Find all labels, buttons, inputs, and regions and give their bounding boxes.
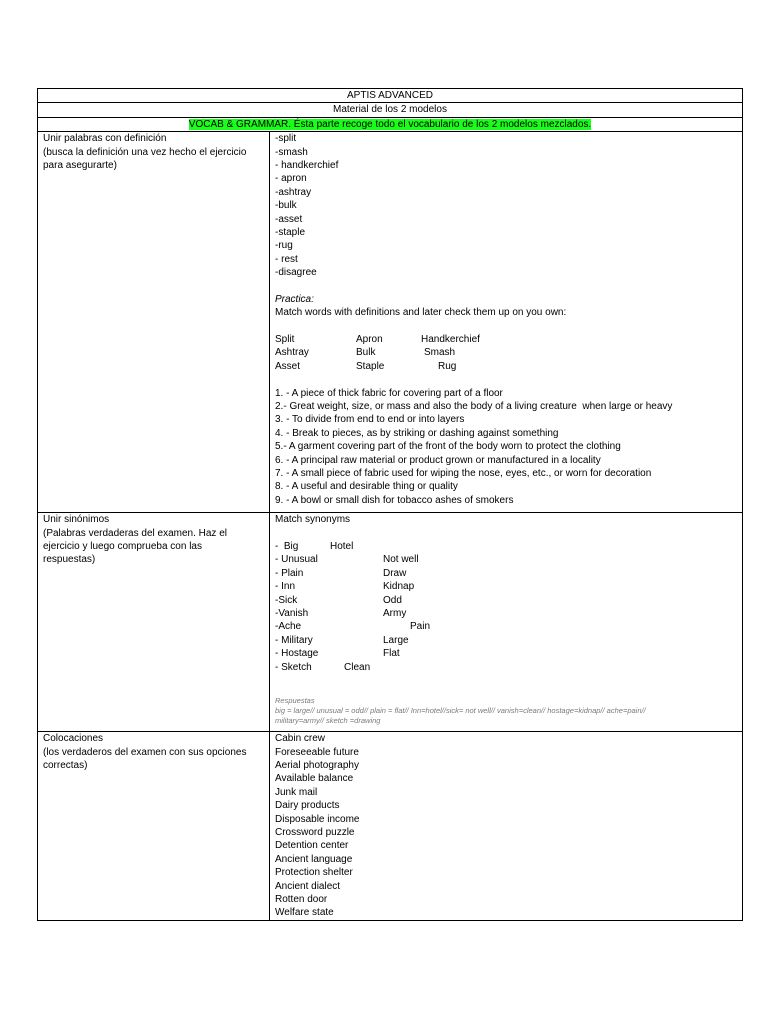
synonym-left: - Inn — [275, 581, 296, 593]
synonym-right: Army — [383, 607, 407, 619]
grid-word: Apron — [356, 334, 383, 346]
collocation-item: Crossword puzzle — [275, 826, 355, 838]
instruction-line: ejercicio y luego comprueba con las — [43, 541, 202, 552]
synonym-left: -Ache — [275, 621, 302, 633]
grid-word: Ashtray — [275, 347, 309, 359]
synonym-list — [275, 540, 742, 674]
synonym-right: Draw — [383, 567, 407, 579]
synonym-row — [275, 540, 742, 553]
grid-word: Staple — [356, 360, 385, 372]
instruction-line: Unir palabras con definición — [43, 133, 167, 145]
collocation-item: Foreseeable future — [275, 746, 359, 758]
collocation-item: Welfare state — [275, 907, 334, 919]
synonym-left: - Big — [275, 541, 299, 552]
content-cell — [270, 732, 743, 920]
word-item: -split — [275, 133, 297, 145]
synonym-row — [275, 567, 742, 580]
collocation-item: Protection shelter — [275, 867, 353, 879]
grid-row — [275, 346, 742, 359]
definition-item: 5.- A garment covering part of the front of the body worn to protect the clothing — [275, 441, 621, 453]
doc-title: APTIS ADVANCED — [38, 89, 743, 103]
word-item: -asset — [275, 213, 303, 225]
instruction-line: correctas) — [43, 760, 88, 771]
synonym-right: Large — [383, 634, 409, 646]
instruction-cell — [38, 132, 270, 513]
content-cell — [270, 132, 743, 513]
instruction-cell — [38, 732, 270, 920]
collocation-item: Rotten door — [275, 893, 328, 905]
synonym-right: Kidnap — [383, 581, 415, 593]
word-item: - handkerchief — [275, 160, 339, 171]
word-item: - rest — [275, 253, 298, 265]
definition-list — [275, 387, 742, 508]
definition-item: 4. - Break to pieces, as by striking or dashing against something — [275, 427, 559, 439]
synonym-left: -Sick — [275, 594, 298, 606]
answers-text: big = large// unusual = odd// plain = flat// Inn=hotel//sick= not well// vanish=clean// hostage=kidnap// ache=pain// — [275, 705, 646, 715]
definition-item: 9. - A bowl or small dish for tobacco ashes of smokers — [275, 494, 514, 506]
word-item: - apron — [275, 173, 307, 185]
grid-word: Rug — [438, 360, 457, 372]
definition-item: 1. - A piece of thick fabric for covering part of a floor — [275, 387, 503, 399]
document-table — [37, 88, 743, 921]
synonym-row — [275, 661, 742, 674]
instruction-line: Colocaciones — [43, 733, 104, 745]
section-banner: VOCAB & GRAMMAR. Ésta parte recoge todo el vocabulario de los 2 modelos mezclados. — [188, 118, 592, 130]
word-grid — [275, 333, 742, 373]
word-list — [275, 132, 742, 279]
collocation-item: Available balance — [275, 773, 354, 785]
synonym-row — [275, 580, 742, 593]
collocation-item: Disposable income — [275, 813, 360, 825]
synonym-right: Hotel — [330, 541, 354, 552]
title-row — [38, 89, 743, 103]
synonym-row — [275, 553, 742, 566]
collocation-list — [275, 732, 742, 919]
definition-item: 8. - A useful and desirable thing or quality — [275, 481, 458, 493]
synonym-row — [275, 634, 742, 647]
synonym-row — [275, 620, 742, 633]
collocation-item: Cabin crew — [275, 733, 326, 745]
grid-word: Smash — [424, 347, 456, 359]
section-synonyms — [38, 513, 743, 732]
synonym-right: Flat — [383, 648, 400, 660]
grid-word: Split — [275, 334, 295, 346]
instruction-line: (los verdaderos del examen con sus opciones — [43, 746, 247, 758]
synonyms-title: Match synonyms — [275, 514, 351, 526]
collocation-item: Junk mail — [275, 786, 318, 798]
grid-word: Bulk — [356, 347, 376, 359]
instruction-line: Unir sinónimos — [43, 514, 110, 526]
synonym-right: Not well — [383, 554, 419, 566]
subtitle-row — [38, 103, 743, 117]
collocation-item: Ancient language — [275, 853, 353, 865]
grid-word: Asset — [275, 360, 301, 372]
synonym-left: - Hostage — [275, 648, 319, 660]
word-item: -staple — [275, 226, 306, 238]
synonym-left: - Sketch — [275, 661, 312, 673]
definition-item: 7. - A small piece of fabric used for wiping the nose, eyes, etc., or worn for decoration — [275, 467, 652, 479]
grid-row — [275, 360, 742, 373]
collocation-item: Detention center — [275, 840, 349, 852]
collocation-item: Aerial photography — [275, 760, 359, 771]
word-item: -bulk — [275, 200, 297, 212]
synonym-left: - Military — [275, 634, 313, 646]
synonym-right: Pain — [410, 621, 431, 633]
practice-instruction: Match words with definitions and later check them up on you own: — [275, 307, 567, 319]
instruction-line: (Palabras verdaderas del examen. Haz el — [43, 527, 227, 539]
synonym-right: Clean — [344, 661, 371, 673]
word-item: -smash — [275, 146, 308, 158]
instruction-line: respuestas) — [43, 554, 96, 566]
instruction-line: (busca la definición una vez hecho el ejercicio — [43, 146, 247, 158]
word-item: -ashtray — [275, 186, 312, 198]
collocation-item: Ancient dialect — [275, 880, 341, 892]
banner-row — [38, 117, 743, 131]
synonym-right: Odd — [383, 594, 402, 606]
word-item: -disagree — [275, 267, 317, 279]
word-item: -rug — [275, 240, 293, 252]
instruction-line: para asegurarte) — [43, 160, 117, 171]
doc-subtitle: Material de los 2 modelos — [38, 103, 743, 117]
answers-label: Respuestas — [275, 695, 315, 705]
practice-label: Practica: — [275, 293, 314, 305]
section-definitions — [38, 132, 743, 513]
answers-text: military=army// sketch =drawing — [275, 715, 381, 725]
synonym-row — [275, 594, 742, 607]
instruction-cell — [38, 513, 270, 732]
synonym-left: - Plain — [275, 567, 304, 579]
synonym-row — [275, 607, 742, 620]
definition-item: 6. - A principal raw material or product grown or manufactured in a locality — [275, 454, 601, 466]
definition-item: 3. - To divide from end to end or into layers — [275, 414, 465, 426]
grid-word: Handkerchief — [421, 334, 480, 346]
definition-item: 2.- Great weight, size, or mass and also the body of a living creature when large or heavy — [275, 401, 673, 413]
section-collocations — [38, 732, 743, 920]
collocation-item: Dairy products — [275, 800, 340, 812]
synonym-row — [275, 647, 742, 660]
synonym-left: -Vanish — [275, 607, 309, 619]
synonym-left: - Unusual — [275, 554, 318, 566]
grid-row — [275, 333, 742, 346]
content-cell — [270, 513, 743, 732]
